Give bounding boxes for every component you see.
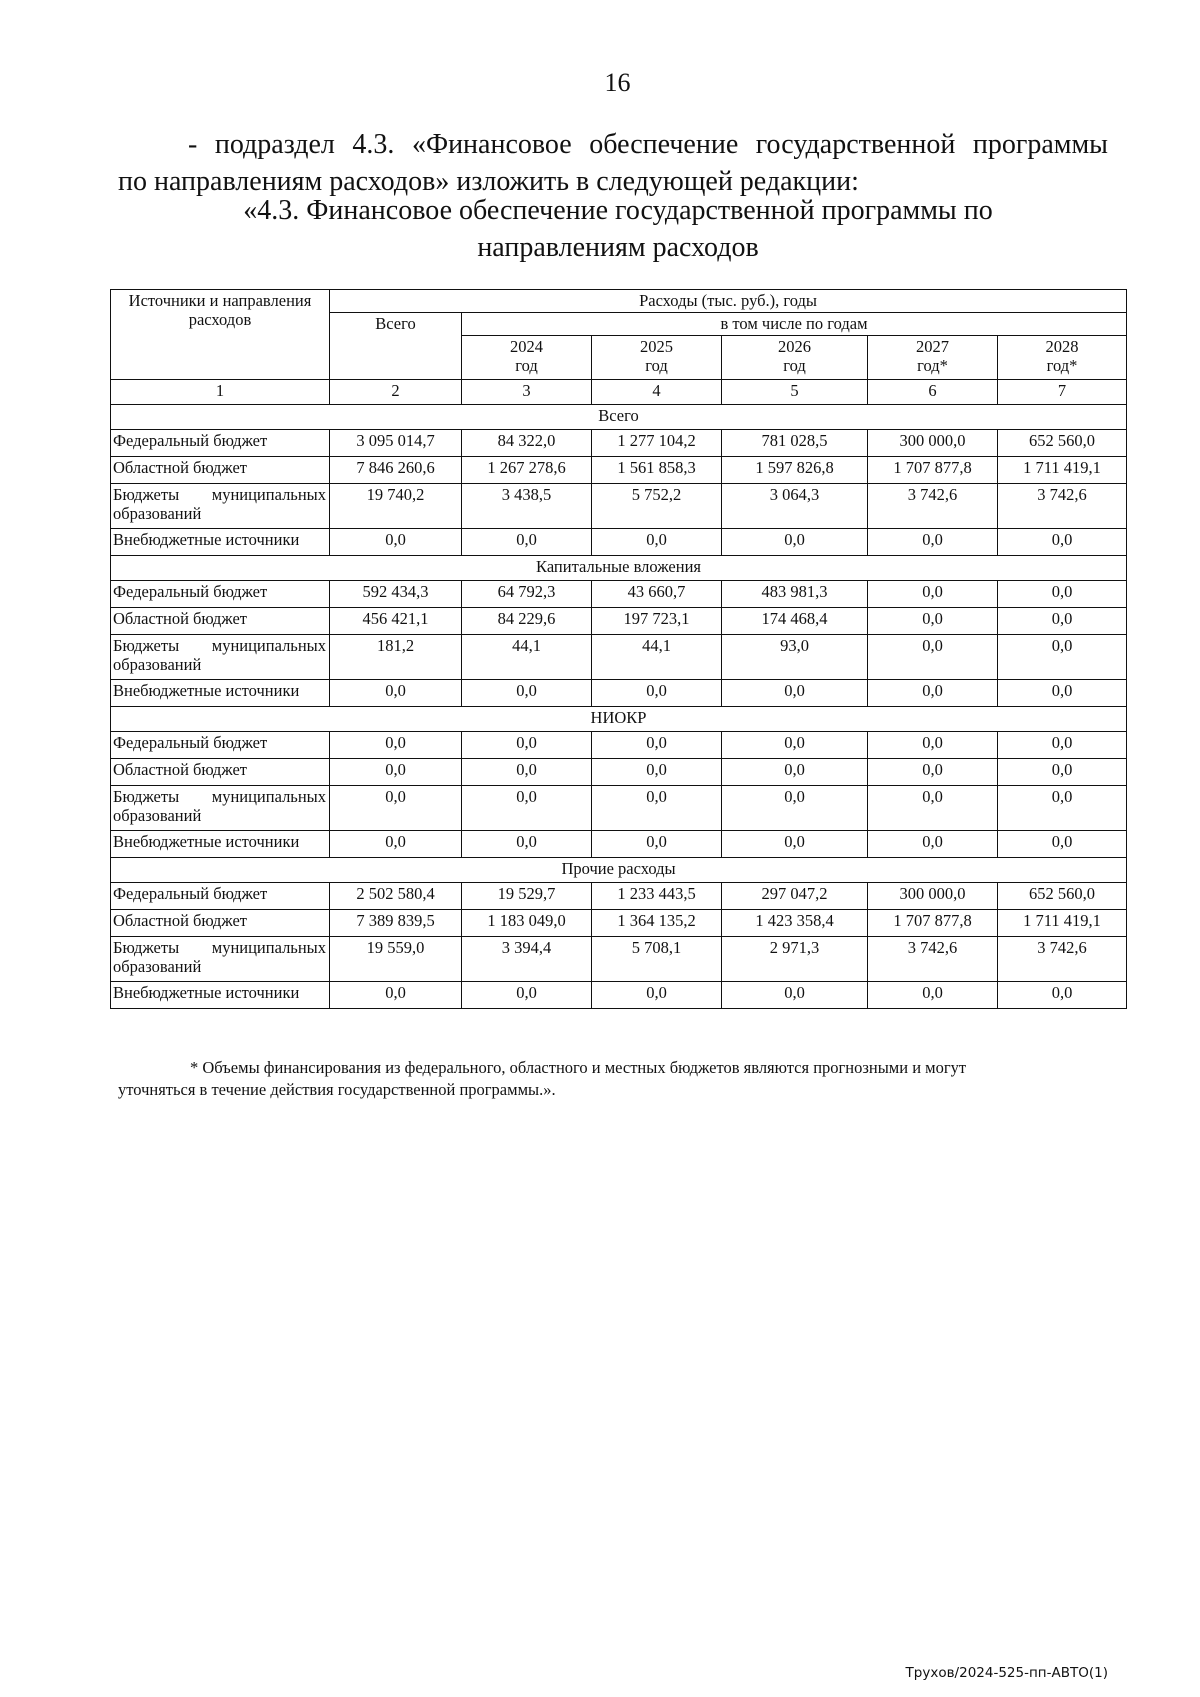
value-cell: 0,0 bbox=[868, 680, 998, 707]
value-cell: 2 971,3 bbox=[722, 937, 868, 982]
value-cell: 0,0 bbox=[998, 680, 1127, 707]
table-row bbox=[111, 635, 1127, 680]
value-cell: 0,0 bbox=[592, 831, 722, 858]
column-number-cell: 3 bbox=[462, 380, 592, 405]
value-cell: 652 560,0 bbox=[998, 883, 1127, 910]
value-cell: 0,0 bbox=[722, 759, 868, 786]
row-label-line-1: Бюджеты муниципальных bbox=[113, 636, 326, 655]
table-row bbox=[111, 883, 1127, 910]
value-cell: 181,2 bbox=[330, 635, 462, 680]
value-cell: 0,0 bbox=[462, 732, 592, 759]
value-cell: 1 561 858,3 bbox=[592, 457, 722, 484]
value-cell: 300 000,0 bbox=[868, 430, 998, 457]
value-cell: 0,0 bbox=[868, 635, 998, 680]
value-cell: 1 233 443,5 bbox=[592, 883, 722, 910]
table-row bbox=[111, 529, 1127, 556]
value-cell: 0,0 bbox=[722, 786, 868, 831]
table-row bbox=[111, 484, 1127, 529]
header-by-years-cell: в том числе по годам bbox=[462, 313, 1127, 336]
value-cell: 0,0 bbox=[592, 680, 722, 707]
row-label bbox=[111, 635, 330, 680]
value-cell: 652 560,0 bbox=[998, 430, 1127, 457]
row-label: Областной бюджет bbox=[111, 457, 330, 484]
value-cell: 0,0 bbox=[868, 831, 998, 858]
table-row bbox=[111, 910, 1127, 937]
value-cell: 1 707 877,8 bbox=[868, 910, 998, 937]
row-label: Внебюджетные источники bbox=[111, 529, 330, 556]
value-cell: 3 742,6 bbox=[998, 937, 1127, 982]
value-cell: 0,0 bbox=[868, 732, 998, 759]
value-cell: 0,0 bbox=[462, 680, 592, 707]
value-cell: 0,0 bbox=[998, 581, 1127, 608]
value-cell: 64 792,3 bbox=[462, 581, 592, 608]
column-number-cell: 2 bbox=[330, 380, 462, 405]
financing-table-wrap bbox=[110, 289, 1126, 1009]
footnote-line-2: уточняться в течение действия государственной программы.». bbox=[118, 1080, 556, 1099]
page-number: 16 bbox=[604, 68, 631, 97]
value-cell: 0,0 bbox=[330, 759, 462, 786]
row-label-line-1: Бюджеты муниципальных bbox=[113, 787, 326, 806]
value-cell: 0,0 bbox=[998, 732, 1127, 759]
header-year-cell: 2028 год* bbox=[998, 336, 1127, 380]
value-cell: 44,1 bbox=[462, 635, 592, 680]
value-cell: 1 597 826,8 bbox=[722, 457, 868, 484]
value-cell: 0,0 bbox=[592, 732, 722, 759]
value-cell: 19 740,2 bbox=[330, 484, 462, 529]
value-cell: 0,0 bbox=[462, 786, 592, 831]
table-row bbox=[111, 759, 1127, 786]
table-row bbox=[111, 732, 1127, 759]
column-number-cell: 5 bbox=[722, 380, 868, 405]
row-label-line-2: образований bbox=[113, 504, 202, 523]
section-title: Всего bbox=[111, 405, 1127, 430]
row-label-line-2: образований bbox=[113, 957, 202, 976]
value-cell: 0,0 bbox=[868, 759, 998, 786]
section-heading-line-2: направлениям расходов bbox=[477, 232, 759, 263]
row-label: Областной бюджет bbox=[111, 759, 330, 786]
row-label bbox=[111, 937, 330, 982]
section-heading bbox=[118, 192, 1118, 266]
value-cell: 781 028,5 bbox=[722, 430, 868, 457]
value-cell: 1 267 278,6 bbox=[462, 457, 592, 484]
value-cell: 0,0 bbox=[462, 759, 592, 786]
value-cell: 0,0 bbox=[998, 982, 1127, 1009]
header-total-cell: Всего bbox=[330, 313, 462, 380]
row-label-line-2: образований bbox=[113, 655, 202, 674]
value-cell: 0,0 bbox=[592, 786, 722, 831]
row-label: Областной бюджет bbox=[111, 910, 330, 937]
value-cell: 1 423 358,4 bbox=[722, 910, 868, 937]
column-number-cell: 6 bbox=[868, 380, 998, 405]
section-row bbox=[111, 556, 1127, 581]
table-row bbox=[111, 937, 1127, 982]
value-cell: 1 707 877,8 bbox=[868, 457, 998, 484]
section-title: Прочие расходы bbox=[111, 858, 1127, 883]
value-cell: 0,0 bbox=[330, 732, 462, 759]
value-cell: 3 394,4 bbox=[462, 937, 592, 982]
value-cell: 3 095 014,7 bbox=[330, 430, 462, 457]
value-cell: 0,0 bbox=[722, 982, 868, 1009]
footnote-line-1: * Объемы финансирования из федерального, областного и местных бюджетов являются прогнозными и могут bbox=[190, 1058, 967, 1077]
value-cell: 84 322,0 bbox=[462, 430, 592, 457]
row-label-line-2: образований bbox=[113, 806, 202, 825]
header-expenses-cell: Расходы (тыс. руб.), годы bbox=[330, 290, 1127, 313]
value-cell: 19 559,0 bbox=[330, 937, 462, 982]
value-cell: 0,0 bbox=[998, 529, 1127, 556]
value-cell: 0,0 bbox=[592, 982, 722, 1009]
value-cell: 84 229,6 bbox=[462, 608, 592, 635]
value-cell: 0,0 bbox=[330, 786, 462, 831]
value-cell: 3 742,6 bbox=[998, 484, 1127, 529]
value-cell: 0,0 bbox=[998, 635, 1127, 680]
section-title: НИОКР bbox=[111, 707, 1127, 732]
table-row bbox=[111, 982, 1127, 1009]
value-cell: 19 529,7 bbox=[462, 883, 592, 910]
value-cell: 0,0 bbox=[462, 831, 592, 858]
value-cell: 43 660,7 bbox=[592, 581, 722, 608]
value-cell: 44,1 bbox=[592, 635, 722, 680]
table-header bbox=[111, 290, 1127, 405]
value-cell: 1 711 419,1 bbox=[998, 910, 1127, 937]
value-cell: 0,0 bbox=[998, 759, 1127, 786]
table-row bbox=[111, 608, 1127, 635]
section-heading-line-1: «4.3. Финансовое обеспечение государственной программы по bbox=[243, 195, 993, 226]
table-body bbox=[111, 405, 1127, 1009]
value-cell: 0,0 bbox=[868, 786, 998, 831]
value-cell: 7 846 260,6 bbox=[330, 457, 462, 484]
value-cell: 0,0 bbox=[722, 680, 868, 707]
row-label bbox=[111, 484, 330, 529]
header-year-cell: 2027 год* bbox=[868, 336, 998, 380]
row-label-line-1: Бюджеты муниципальных bbox=[113, 938, 326, 957]
amendment-line-1: - подраздел 4.3. «Финансовое обеспечение государственной программы bbox=[188, 129, 1108, 160]
value-cell: 0,0 bbox=[462, 529, 592, 556]
table-row bbox=[111, 581, 1127, 608]
value-cell: 5 752,2 bbox=[592, 484, 722, 529]
table-row bbox=[111, 680, 1127, 707]
value-cell: 1 183 049,0 bbox=[462, 910, 592, 937]
section-row bbox=[111, 405, 1127, 430]
value-cell: 300 000,0 bbox=[868, 883, 998, 910]
row-label: Областной бюджет bbox=[111, 608, 330, 635]
value-cell: 0,0 bbox=[998, 608, 1127, 635]
value-cell: 0,0 bbox=[868, 982, 998, 1009]
value-cell: 3 064,3 bbox=[722, 484, 868, 529]
value-cell: 0,0 bbox=[330, 680, 462, 707]
value-cell: 0,0 bbox=[868, 608, 998, 635]
section-row bbox=[111, 858, 1127, 883]
header-year-cell: 2025 год bbox=[592, 336, 722, 380]
column-number-cell: 7 bbox=[998, 380, 1127, 405]
amendment-text bbox=[118, 126, 1108, 200]
value-cell: 0,0 bbox=[592, 529, 722, 556]
value-cell: 1 711 419,1 bbox=[998, 457, 1127, 484]
value-cell: 0,0 bbox=[330, 831, 462, 858]
value-cell: 93,0 bbox=[722, 635, 868, 680]
table-row bbox=[111, 786, 1127, 831]
row-label: Внебюджетные источники bbox=[111, 982, 330, 1009]
value-cell: 3 742,6 bbox=[868, 484, 998, 529]
row-label-line-1: Бюджеты муниципальных bbox=[113, 485, 326, 504]
value-cell: 1 364 135,2 bbox=[592, 910, 722, 937]
amendment-line-2: по направлениям расходов» изложить в следующей редакции: bbox=[118, 166, 859, 197]
row-label: Федеральный бюджет bbox=[111, 430, 330, 457]
value-cell: 7 389 839,5 bbox=[330, 910, 462, 937]
value-cell: 1 277 104,2 bbox=[592, 430, 722, 457]
value-cell: 0,0 bbox=[868, 529, 998, 556]
value-cell: 0,0 bbox=[330, 982, 462, 1009]
value-cell: 483 981,3 bbox=[722, 581, 868, 608]
value-cell: 0,0 bbox=[592, 759, 722, 786]
value-cell: 5 708,1 bbox=[592, 937, 722, 982]
value-cell: 3 742,6 bbox=[868, 937, 998, 982]
header-year-cell: 2026 год bbox=[722, 336, 868, 380]
value-cell: 0,0 bbox=[722, 529, 868, 556]
row-label: Федеральный бюджет bbox=[111, 581, 330, 608]
section-row bbox=[111, 707, 1127, 732]
row-label: Внебюджетные источники bbox=[111, 680, 330, 707]
row-label bbox=[111, 786, 330, 831]
row-label: Федеральный бюджет bbox=[111, 732, 330, 759]
value-cell: 3 438,5 bbox=[462, 484, 592, 529]
row-label: Федеральный бюджет bbox=[111, 883, 330, 910]
value-cell: 2 502 580,4 bbox=[330, 883, 462, 910]
value-cell: 297 047,2 bbox=[722, 883, 868, 910]
header-year-cell: 2024 год bbox=[462, 336, 592, 380]
table-row bbox=[111, 457, 1127, 484]
section-title: Капитальные вложения bbox=[111, 556, 1127, 581]
value-cell: 456 421,1 bbox=[330, 608, 462, 635]
table-row bbox=[111, 430, 1127, 457]
value-cell: 0,0 bbox=[330, 529, 462, 556]
header-sources-cell: Источники и направления расходов bbox=[111, 290, 330, 380]
financing-table bbox=[110, 289, 1127, 1009]
table-row bbox=[111, 831, 1127, 858]
row-label: Внебюджетные источники bbox=[111, 831, 330, 858]
value-cell: 0,0 bbox=[998, 831, 1127, 858]
value-cell: 0,0 bbox=[462, 982, 592, 1009]
column-number-cell: 4 bbox=[592, 380, 722, 405]
value-cell: 174 468,4 bbox=[722, 608, 868, 635]
column-number-cell: 1 bbox=[111, 380, 330, 405]
footnote bbox=[118, 1057, 1108, 1101]
value-cell: 592 434,3 bbox=[330, 581, 462, 608]
document-code: Трухов/2024-525-пп-АВТО(1) bbox=[905, 1665, 1108, 1681]
value-cell: 0,0 bbox=[998, 786, 1127, 831]
value-cell: 0,0 bbox=[868, 581, 998, 608]
value-cell: 0,0 bbox=[722, 732, 868, 759]
value-cell: 0,0 bbox=[722, 831, 868, 858]
value-cell: 197 723,1 bbox=[592, 608, 722, 635]
